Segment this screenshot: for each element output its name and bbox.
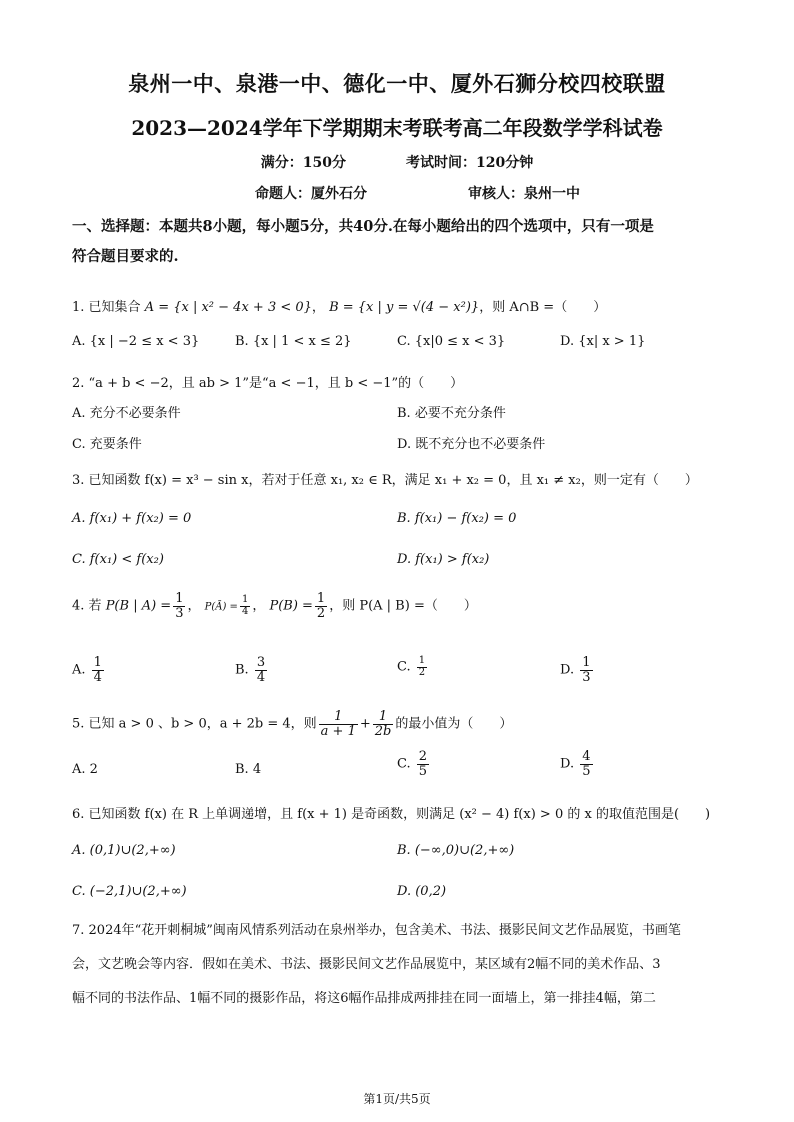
q7-line1: 7. 2024年“花开刺桐城”闽南风情系列活动在泉州举办，包含美术、书法、摄影民间文艺作品展览，书画笔	[72, 923, 681, 938]
exam-time: 考试时间：120分钟	[406, 155, 534, 171]
q6-option-a: A. (0,1)∪(2,+∞)	[72, 843, 176, 858]
q3-option-a: A. f(x₁) + f(x₂) = 0	[72, 511, 192, 526]
full-score: 满分：150分	[260, 155, 346, 171]
section-heading-line2: 符合题目要求的.	[72, 248, 179, 265]
q4-p-b: P(B) =	[269, 598, 313, 614]
q2-option-b: B. 必要不充分条件	[397, 406, 506, 421]
q3-option-b: B. f(x₁) − f(x₂) = 0	[397, 511, 517, 526]
q5-option-c: C. $\frac{2}{5}$	[397, 749, 428, 779]
q1-ask: ，则 A∩B =（ ）	[479, 300, 607, 315]
q6-option-c: C. (−2,1)∪(2,+∞)	[72, 884, 187, 899]
q1-prefix: 1. 已知集合	[72, 300, 141, 315]
q5-option-b: B. 4	[235, 762, 262, 777]
q1-option-a: A. {x | −2 ≤ x < 3}	[72, 334, 200, 349]
q5-stem: 5. 已知 a > 0 、b > 0，a + 2b = 4，则	[72, 716, 317, 732]
section-heading	[72, 212, 732, 272]
q5-ask: 的最小值为（ ）	[395, 716, 513, 732]
q6-option-b: B. (−∞,0)∪(2,+∞)	[397, 843, 515, 858]
q2-option-a: A. 充分不必要条件	[72, 406, 181, 421]
q4-fraction-2: $\frac{1}{4}$	[241, 594, 249, 617]
q7-line2: 会，文艺晚会等内容．假如在美术、书法、摄影民间文艺作品展览中，某区域有2幅不同的美术作品、3	[72, 957, 661, 972]
q2-option-c: C. 充要条件	[72, 437, 142, 452]
question-4-stem: 4. 若 P(B | A) = $\frac{1}{3}$ ， P(Ā) = $\frac{1}{4}$ ， P(B) = $\frac{1}{2}$ ，则 P(A | B) =（ ）	[72, 591, 477, 621]
q1-option-c: C. {x|0 ≤ x < 3}	[397, 334, 506, 349]
reviewer: 审核人：泉州一中	[468, 186, 580, 202]
q5-option-a: A. 2	[72, 762, 98, 777]
q1-option-b: B. {x | 1 < x ≤ 2}	[235, 334, 352, 349]
question-2-stem: 2. “a + b < −2，且 ab > 1”是“a < −1，且 b < −1”的（ ）	[72, 376, 464, 391]
question-6-stem: 6. 已知函数 f(x) 在 R 上单调递增，且 f(x + 1) 是奇函数，则满足 (x² − 4) f(x) > 0 的 x 的取值范围是( )	[72, 807, 711, 822]
question-1-stem: 1. 已知集合 A = {x | x² − 4x + 3 < 0}， B = {x | y = √(4 − x²)}，则 A∩B =（ ）	[72, 300, 607, 315]
exam-title-line2: 2023—2024学年下学期期末考联考高二年段数学学科试卷	[131, 116, 663, 140]
setter: 命题人：厦外石分	[255, 186, 367, 202]
q4-fraction-3: $\frac{1}{2}$	[316, 591, 326, 621]
q1-set-a: A = {x | x² − 4x + 3 < 0}	[144, 300, 312, 315]
q1-set-b: B = {x | y = √(4 − x²)}	[329, 300, 480, 315]
q4-option-d: D. $\frac{1}{3}$	[560, 655, 591, 685]
q4-p-b-given-a: P(B | A) =	[105, 598, 172, 614]
q5-term-1: $\frac{1}{a + 1}$	[320, 709, 356, 739]
q4-option-a: A. $\frac{1}{4}$	[72, 655, 102, 685]
q2-option-d: D. 既不充分也不必要条件	[397, 437, 546, 452]
q3-option-c: C. f(x₁) < f(x₂)	[72, 552, 164, 567]
q1-option-d: D. {x| x > 1}	[560, 334, 646, 349]
question-7-stem	[72, 914, 724, 1016]
question-3-stem: 3. 已知函数 f(x) = x³ − sin x，若对于任意 x₁, x₂ ∈ R，满足 x₁ + x₂ = 0，且 x₁ ≠ x₂，则一定有（ ）	[72, 473, 698, 488]
q4-prefix: 4. 若	[72, 598, 102, 614]
q6-option-d: D. (0,2)	[397, 884, 447, 899]
q3-option-d: D. f(x₁) > f(x₂)	[397, 552, 490, 567]
q5-option-d: D. $\frac{4}{5}$	[560, 749, 591, 779]
page-number: 第1页/共5页	[363, 1092, 431, 1106]
question-5-stem: 5. 已知 a > 0 、b > 0，a + 2b = 4，则 $\frac{1}{a + 1}$ + $\frac{1}{2b}$ 的最小值为（ ）	[72, 709, 513, 739]
q4-fraction-1: $\frac{1}{3}$	[175, 591, 184, 621]
q4-ask: ，则 P(A | B) =（ ）	[329, 598, 477, 614]
q4-p-not-a: P(Ā) =	[204, 601, 238, 613]
exam-meta-score-time	[0, 152, 794, 172]
q4-option-b: B. $\frac{3}{4}$	[235, 655, 266, 685]
section-heading-line1: 一、选择题：本题共8小题，每小题5分，共40分.在每小题给出的四个选项中，只有一项是	[72, 218, 654, 235]
q7-line3: 幅不同的书法作品、1幅不同的摄影作品，将这6幅作品排成两排挂在同一面墙上，第一排挂4幅，第二	[72, 991, 656, 1006]
q4-option-c: C. $\frac{1}{2}$	[397, 655, 426, 678]
q5-term-2: $\frac{1}{2b}$	[374, 709, 392, 739]
exam-title-line1: 泉州一中、泉港一中、德化一中、厦外石狮分校四校联盟	[128, 71, 666, 96]
